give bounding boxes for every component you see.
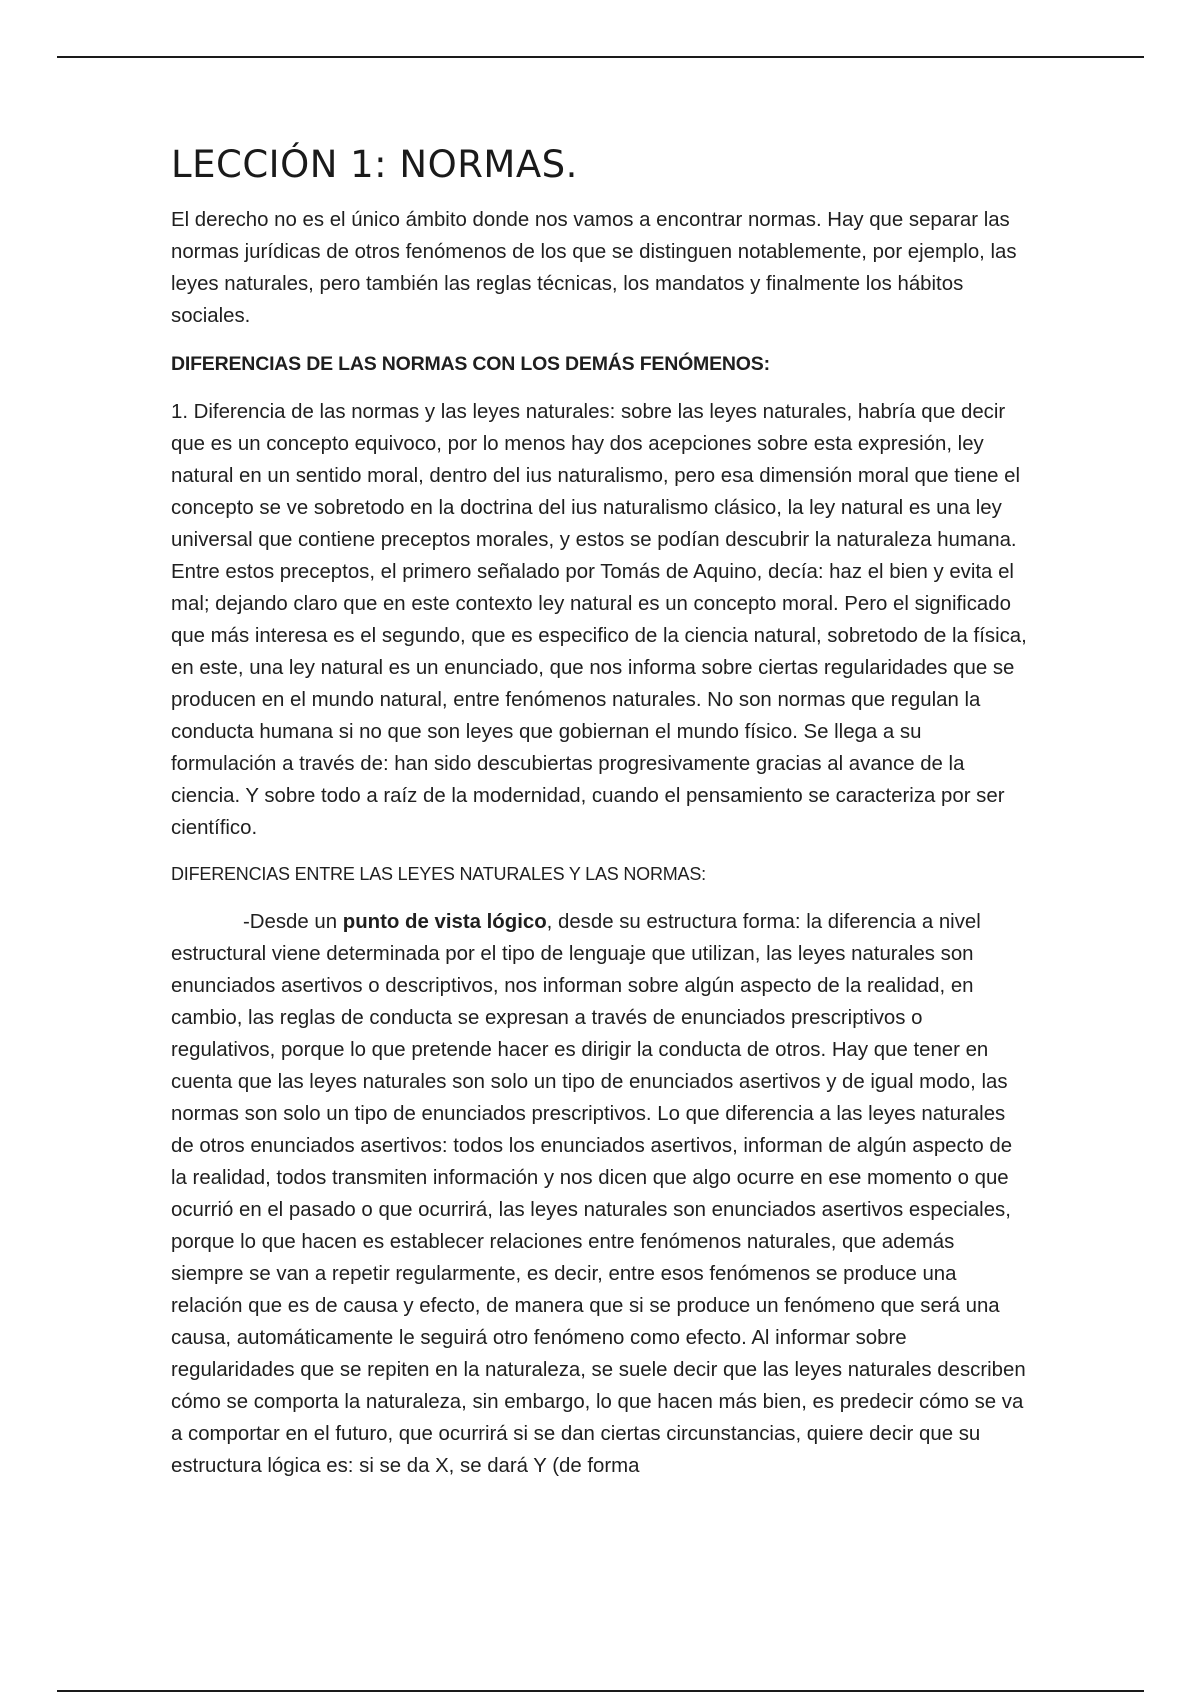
point-1-paragraph: 1. Diferencia de las normas y las leyes naturales: sobre las leyes naturales, habría que decir que es un concepto equivoco, por lo menos hay dos acepciones sobre esta expresión, ley natural en un sentido moral, dentro del ius naturalismo, pero esa dimensión moral que tiene el concepto se ve sobretodo en la doctrina del ius naturalismo clásico, la ley natural es una ley universal que contiene preceptos morales, y estos se podían descubrir la naturaleza humana. Entre estos preceptos, el primero señalado por Tomás de Aquino, decía: haz el bien y evita el mal; dejando claro que en este contexto ley natural es un concepto moral. Pero el significado que más interesa es el segundo, que es especifico de la ciencia natural, sobretodo de la física, en este, una ley natural es un enunciado, que nos informa sobre ciertas regularidades que se producen en el mundo natural, entre fenómenos naturales. No son normas que regulan la conducta humana si no que son leyes que gobiernan el mundo físico. Se llega a su formulación a través de: han sido descubiertas progresivamente gracias al avance de la ciencia. Y sobre todo a raíz de la modernidad, cuando el pensamiento se caracteriza por ser científico. — [171, 401, 1027, 839]
logical-view-paragraph — [171, 906, 1031, 1482]
intro-paragraph: El derecho no es el único ámbito donde nos vamos a encontrar normas. Hay que separar las normas jurídicas de otros fenómenos de los que se distinguen notablemente, por ejemplo, las leyes naturales, pero también las reglas técnicas, los mandatos y finalmente los hábitos sociales. — [171, 209, 1017, 327]
header-rule — [57, 56, 1144, 58]
document-body — [171, 140, 1031, 1482]
logical-bold-term: punto de vista lógico — [342, 911, 547, 933]
footer-rule — [57, 1690, 1144, 1692]
subheading: DIFERENCIAS ENTRE LAS LEYES NATURALES Y LAS NORMAS: — [171, 864, 706, 884]
section-heading: DIFERENCIAS DE LAS NORMAS CON LOS DEMÁS FENÓMENOS: — [171, 353, 770, 375]
logical-rest: , desde su estructura forma: la diferencia a nivel estructural viene determinada por el tipo de lenguaje que utilizan, las leyes naturales son enunciados asertivos o descriptivos, nos informan sobre algún aspecto de la realidad, en cambio, las reglas de conducta se expresan a través de enunciados prescriptivos o regulativos, porque lo que pretende hacer es dirigir la conducta de otros. Hay que tener en cuenta que las leyes naturales son solo un tipo de enunciados asertivos y de igual modo, las normas son solo un tipo de enunciados prescriptivos. Lo que diferencia a las leyes naturales de otros enunciados asertivos: todos los enunciados asertivos, informan de algún aspecto de la realidad, todos transmiten información y nos dicen que algo ocurre en ese momento o que ocurrió en el pasado o que ocurrirá, las leyes naturales son enunciados asertivos especiales, porque lo que hacen es establecer relaciones entre fenómenos naturales, que además siempre se van a repetir regularmente, es decir, entre esos fenómenos se produce una relación que es de causa y efecto, de manera que si se produce un fenómeno que será una causa, automáticamente le seguirá otro fenómeno como efecto. Al informar sobre regularidades que se repiten en la naturaleza, se suele decir que las leyes naturales describen cómo se comporta la naturaleza, sin embargo, lo que hacen más bien, es predecir cómo se va a comportar en el futuro, que ocurrirá si se dan ciertas circunstancias, quiere decir que su estructura lógica es: si se da X, se dará Y (de forma — [171, 911, 1026, 1477]
logical-prefix: -Desde un — [243, 911, 343, 933]
page-title: LECCIÓN 1: NORMAS. — [171, 143, 578, 186]
